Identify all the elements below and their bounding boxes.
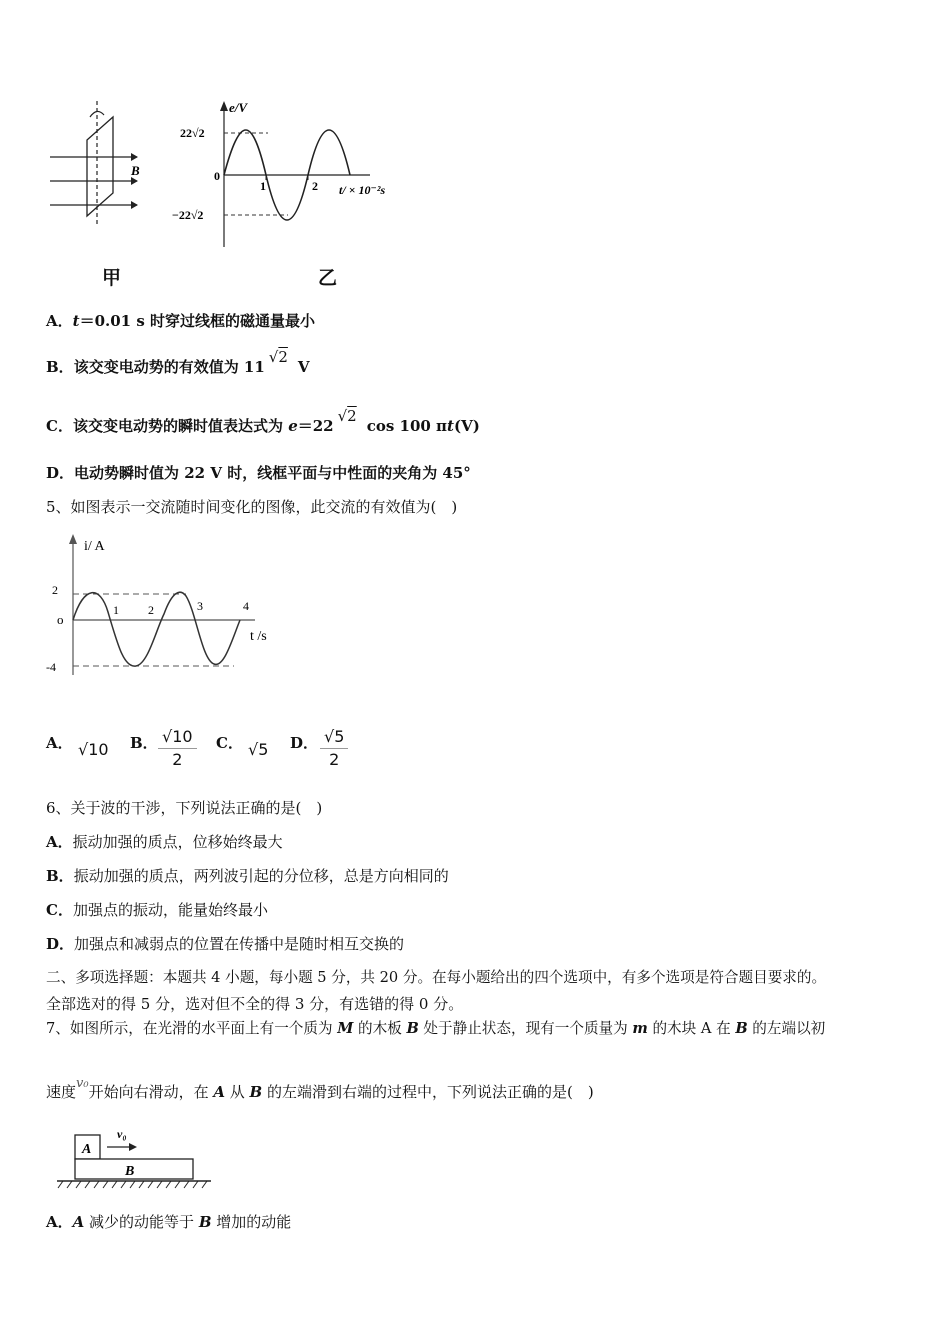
q5-stem: 5、如图表示一交流随时间变化的图像，此交流的有效值为( )	[46, 498, 458, 516]
y-pos-label: 2	[52, 583, 58, 597]
x-tick-3: 3	[197, 599, 203, 613]
x-axis-label: t /s	[250, 629, 267, 644]
velocity-label: v₀	[117, 1127, 127, 1141]
q4-option-b: B．该交变电动势的有效值为 11√2V	[46, 348, 310, 376]
y-axis-arrow-icon	[220, 101, 228, 111]
q5-option-b-label: B．	[130, 734, 158, 752]
y-axis-arrow-icon	[69, 534, 77, 544]
q7-stem-line2: 速度v₀开始向右滑动，在 A 从 B 的左端滑到右端的过程中，下列说法正确的是( )	[46, 1076, 594, 1101]
x-tick-2: 2	[148, 603, 154, 617]
field-label: B	[131, 163, 140, 178]
q7-option-a: A．A 减少的动能等于 B 增加的动能	[46, 1213, 292, 1231]
ground-hatching	[58, 1181, 207, 1188]
q5-option-b-fraction: $\frac{√10}{2}$	[158, 726, 197, 771]
y-max-label: 22√2	[180, 126, 205, 140]
y-neg-label: -4	[46, 660, 56, 674]
q5-option-d-fraction: $\frac{√5}{2}$	[320, 726, 348, 771]
figure-yi	[170, 95, 420, 255]
q4-option-d: D．电动势瞬时值为 22 V 时，线框平面与中性面的夹角为 45°	[46, 464, 471, 482]
x-tick-4: 4	[243, 599, 249, 613]
q5-option-c-value: √5	[248, 740, 269, 759]
y-axis-label: i/ A	[84, 539, 105, 554]
arrow-icon	[131, 201, 138, 209]
q5-graph	[40, 530, 290, 680]
q5-options	[46, 726, 446, 786]
figure-jia	[40, 95, 160, 230]
section2-line1: 二、多项选择题：本题共 4 小题，每小题 5 分，共 20 分。在每小题给出的四个选项中，有多个选项是符合题目要求的。	[46, 969, 827, 986]
v0-symbol: v₀	[76, 1076, 89, 1091]
q6-option-b: B．振动加强的质点，两列波引起的分位移，总是方向相同的	[46, 867, 449, 885]
q7-stem-line1: 7、如图所示，在光滑的水平面上有一个质为 M 的木板 B 处于静止状态，现有一个质量为 m 的木块 A 在 B 的左端以初	[46, 1020, 826, 1037]
q6-option-c: C．加强点的振动，能量始终最小	[46, 901, 268, 919]
caption-yi: 乙	[318, 267, 338, 289]
arrow-icon	[131, 177, 138, 185]
q5-option-a-label: A．	[46, 734, 73, 752]
y-axis-label: e/V	[229, 100, 248, 115]
q5-option-c-label: C．	[216, 734, 243, 752]
section2-line2: 全部选对的得 5 分，选对但不全的得 3 分，有选错的得 0 分。	[46, 995, 464, 1013]
current-curve	[73, 592, 240, 666]
q6-option-d: D．加强点和减弱点的位置在传播中是随时相互交换的	[46, 935, 405, 953]
block-a-label: A	[82, 1142, 92, 1157]
x-tick-1: 1	[113, 603, 119, 617]
arrow-icon	[131, 153, 138, 161]
x-axis-label: t/ × 10⁻²s	[339, 183, 386, 197]
x-tick-1: 1	[260, 179, 266, 193]
caption-jia: 甲	[102, 267, 122, 289]
q4-option-c: C．该交变电动势的瞬时值表达式为 e＝22√2cos 100 πt(V)	[46, 407, 480, 435]
origin-label: o	[57, 612, 64, 627]
y-min-label: −22√2	[172, 208, 204, 222]
q4-option-a: A．t＝0.01 s 时穿过线框的磁通量最小	[46, 312, 316, 330]
q7-figure	[55, 1125, 215, 1190]
x-tick-2: 2	[312, 179, 318, 193]
board-b-label: B	[125, 1164, 135, 1179]
origin-label: 0	[214, 169, 220, 183]
arrow-icon	[129, 1143, 137, 1151]
q6-stem: 6、关于波的干涉，下列说法正确的是( )	[46, 799, 323, 817]
q6-option-a: A．振动加强的质点，位移始终最大	[46, 833, 283, 851]
q5-option-d-label: D．	[290, 734, 319, 752]
coil-frame	[87, 117, 113, 216]
q5-option-a-value: √10	[78, 740, 109, 759]
